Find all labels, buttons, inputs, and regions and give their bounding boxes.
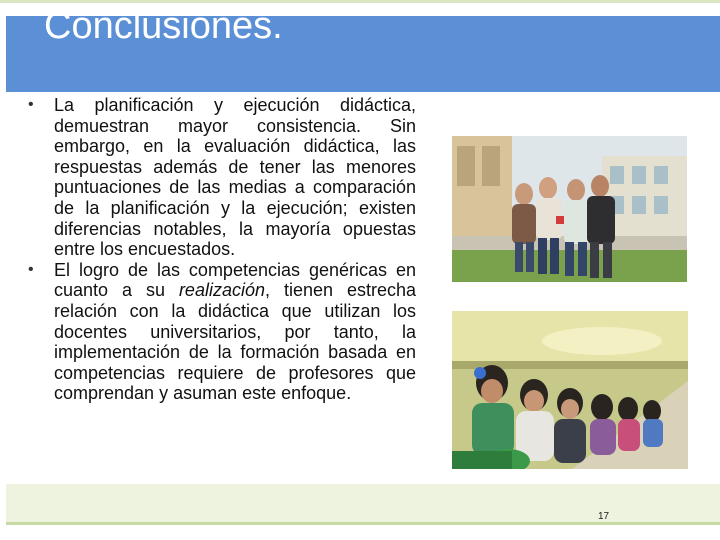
bullet-text: La planificación y ejecución didáctica, demuestran mayor consistencia. Sin embargo, en la evaluación didáctica, las respuestas además de tener las menores puntuaciones de las medias a comparación de la planificación y la ejecución; existen diferencias notables, la mayoría opuestas entre los encuestados. [54,95,416,260]
bullet-item [24,95,416,260]
bullet-text-italic: realización [178,280,265,301]
bullet-text-end: , tienen estrecha relación con la didáctica que utilizan los docentes universitarios, por tanto, la implementación de la formación basada en competencias requiere de profesores que comprendan y asuman este enfoque. [54,280,416,404]
page-number: 17 [598,511,610,522]
footer-rule [6,522,720,525]
footer-band [6,484,720,524]
top-rule [0,0,720,3]
bullet-list [24,95,416,404]
students-at-table-photo [452,311,688,469]
bullet-text-start: El logro de las competencias genéricas en cuanto a su [54,259,416,301]
students-walking-campus-photo [452,136,687,282]
bullet-item [24,260,416,404]
slide-title: Conclusiones. [44,5,283,47]
